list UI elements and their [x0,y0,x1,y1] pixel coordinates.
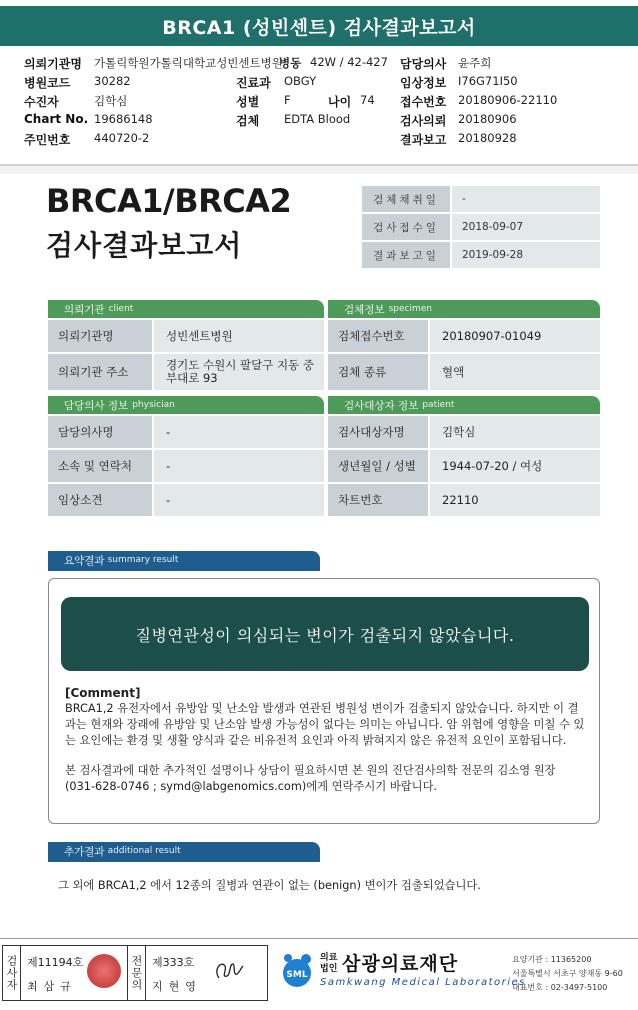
org-info-line: 서울특별시 서초구 양재동 9-60 [512,969,623,978]
specialist-license: 제333호 [152,956,195,969]
info-value: 가톨릭학원가톨릭대학교성빈센트병원 [94,56,283,70]
info-label: 검체 [236,114,260,128]
grid-value: 1944-07-20 / 여성 [430,450,600,482]
physician-section-tab [48,396,324,414]
grid-label: 담당의사명 [48,416,152,448]
scanned-report [0,174,638,930]
info-label: 주민번호 [24,133,71,147]
date-label: 결과보고일 [362,242,450,268]
grid-row [48,450,324,482]
info-label: 성별 [236,95,260,109]
section-title: 담당의사 정보 [64,399,129,412]
org-type [320,953,337,975]
signature-icon [211,956,245,986]
info-value: 42W / 42-427 [310,55,388,69]
specialist-name: 지현영 [152,980,202,993]
grid-label: 검체 종류 [328,354,428,390]
grid-row [328,484,600,516]
grid-value: 20180907-01049 [430,320,600,352]
divider [48,569,320,571]
org-info [512,953,623,995]
request-info-table [24,55,634,150]
date-value: 2018-09-07 [452,214,600,240]
info-row-5 [24,131,634,150]
grid-value: - [154,450,324,482]
section-title-en: additional result [107,846,181,856]
date-value: - [452,186,600,212]
inspector-name: 최삼규 [27,980,77,993]
client-section-tab [48,300,324,318]
date-row [362,242,600,268]
info-row-4 [24,112,634,131]
report-banner [0,6,638,46]
info-value: 20180906 [458,112,517,126]
additional-section-tab [48,842,320,860]
grid-row [328,450,600,482]
report-title: BRCA1/BRCA2 [46,182,292,220]
summary-result: 질병연관성이 의심되는 변이가 검출되지 않았습니다. [61,597,589,671]
org-info-line: 대표번호 : 02-3497-5100 [512,983,608,992]
info-value: F [284,93,291,107]
grid-value: 경기도 수원시 팔달구 지동 중부대로 93 [154,354,324,390]
info-label: 검사의뢰 [400,114,447,128]
info-value: 440720-2 [94,131,150,145]
grid-value: 혈액 [430,354,600,390]
physician-grid [48,416,324,518]
grid-row [48,484,324,516]
section-title: 의뢰기관 [64,303,105,316]
additional-text: 그 외에 BRCA1,2 에서 12종의 질병과 연관이 없는 (benign) 변이가 검출되었습니다. [58,879,481,892]
info-value: 20180906-22110 [458,93,558,107]
section-title-en: physician [132,400,175,410]
grid-label: 의뢰기관명 [48,320,152,352]
section-title: 검사대상자 정보 [344,399,419,412]
patient-grid [328,416,600,518]
info-label: 진료과 [236,76,271,90]
grid-label: 검사대상자명 [328,416,428,448]
grid-row [328,354,600,390]
comment-paragraph: BRCA1,2 유전자에서 유방암 및 난소암 발생과 연관된 병원성 변이가 검출되지 않았습니다. 하지만 이 결과는 현재와 장래에 유방암 및 난소암 발생 가능성이 없다는 의미는 아닙니다. 암 위험에 영향을 미칠 수 있는 요인에는 환경 및 생활 양식과 같은 비유전적 요인과 아직 밝혀지지 않은 유전적 요인이 포함됩니다. [65,702,585,747]
grid-value: - [154,484,324,516]
org-type-text: 의료 법인 [320,953,338,974]
date-row [362,186,600,212]
section-title-en: summary result [107,555,179,565]
grid-value: 성빈센트병원 [154,320,324,352]
specimen-section-tab [328,300,600,318]
info-label: 나이 [328,95,352,109]
info-value: I76G71I50 [458,74,518,88]
info-label: Chart No. [24,112,89,126]
comment-title: [Comment] [65,686,141,700]
patient-section-tab [328,396,600,414]
info-label: 접수번호 [400,95,447,109]
info-label: 담당의사 [400,57,447,71]
info-value: 윤주희 [458,56,492,70]
grid-value: 22110 [430,484,600,516]
seal-icon [87,954,121,988]
info-value: 19686148 [94,112,153,126]
specimen-grid [328,320,600,392]
grid-row [328,320,600,352]
section-title-en: patient [422,400,455,410]
logo-text: SML [286,970,308,980]
report-subtitle: 검사결과보고서 [46,229,243,262]
section-title: 요약결과 [64,554,105,567]
inspector-cell [21,946,128,1000]
inspector-label: 검사자 [3,946,21,1000]
grid-label: 임상소견 [48,484,152,516]
org-name: 삼광의료재단 [342,953,459,975]
info-value: 30282 [94,74,131,88]
date-value: 2019-09-28 [452,242,600,268]
date-label: 검사접수일 [362,214,450,240]
info-value: 74 [360,93,375,107]
info-label: 병원코드 [24,76,71,90]
grid-label: 의뢰기관 주소 [48,354,152,390]
info-row-3 [24,93,634,112]
grid-value: - [154,416,324,448]
divider [48,860,320,862]
divider-band [0,166,638,174]
date-row [362,214,600,240]
specialist-cell [146,946,253,1000]
info-value: 병동 [279,56,302,70]
info-value: EDTA Blood [284,112,351,126]
grid-label: 차트번호 [328,484,428,516]
section-title-en: client [108,304,134,314]
banner-title: BRCA1 (성빈센트) 검사결과보고서 [162,16,476,39]
signature-box [2,945,268,1001]
info-label: 임상정보 [400,76,447,90]
info-row-1 [24,55,634,74]
info-value: OBGY [284,74,317,88]
grid-row [48,416,324,448]
info-label: 수진자 [24,95,59,109]
section-title-en: specimen [388,304,432,314]
info-value: 20180928 [458,131,517,145]
comment-paragraph: 본 검사결과에 대한 추가적인 설명이나 상담이 필요하시면 본 원의 진단검사의학 전문의 김소영 원장 (031-628-0746 ; symd@labgenomics.com)에게 연락주시기 바랍니다. [65,764,556,793]
info-label: 결과보고 [400,133,447,147]
grid-label: 검체접수번호 [328,320,428,352]
section-title: 추가결과 [64,845,105,858]
info-value: 김학심 [94,94,128,108]
info-row-2 [24,74,634,93]
org-name-en: Samkwang Medical Laboratories [320,977,526,988]
inspector-license: 제11194호 [27,956,84,969]
date-table [362,186,600,270]
lab-logo [276,945,636,1001]
report-footer [0,938,638,1010]
org-info-line: 요양기관 : 11365200 [512,955,592,964]
summary-box [48,578,600,824]
specialist-label: 전문의 [128,946,146,1000]
sml-logo-icon [276,949,318,991]
grid-row [48,354,324,390]
info-label: 의뢰기관명 [24,57,82,71]
date-label: 검체채취일 [362,186,450,212]
grid-value: 김학심 [430,416,600,448]
comment-block [65,685,589,795]
client-grid [48,320,324,392]
grid-row [48,320,324,352]
grid-row [328,416,600,448]
summary-section-tab [48,551,320,569]
grid-label: 소속 및 연락처 [48,450,152,482]
section-title: 검체정보 [344,303,385,316]
grid-label: 생년월일 / 성별 [328,450,428,482]
